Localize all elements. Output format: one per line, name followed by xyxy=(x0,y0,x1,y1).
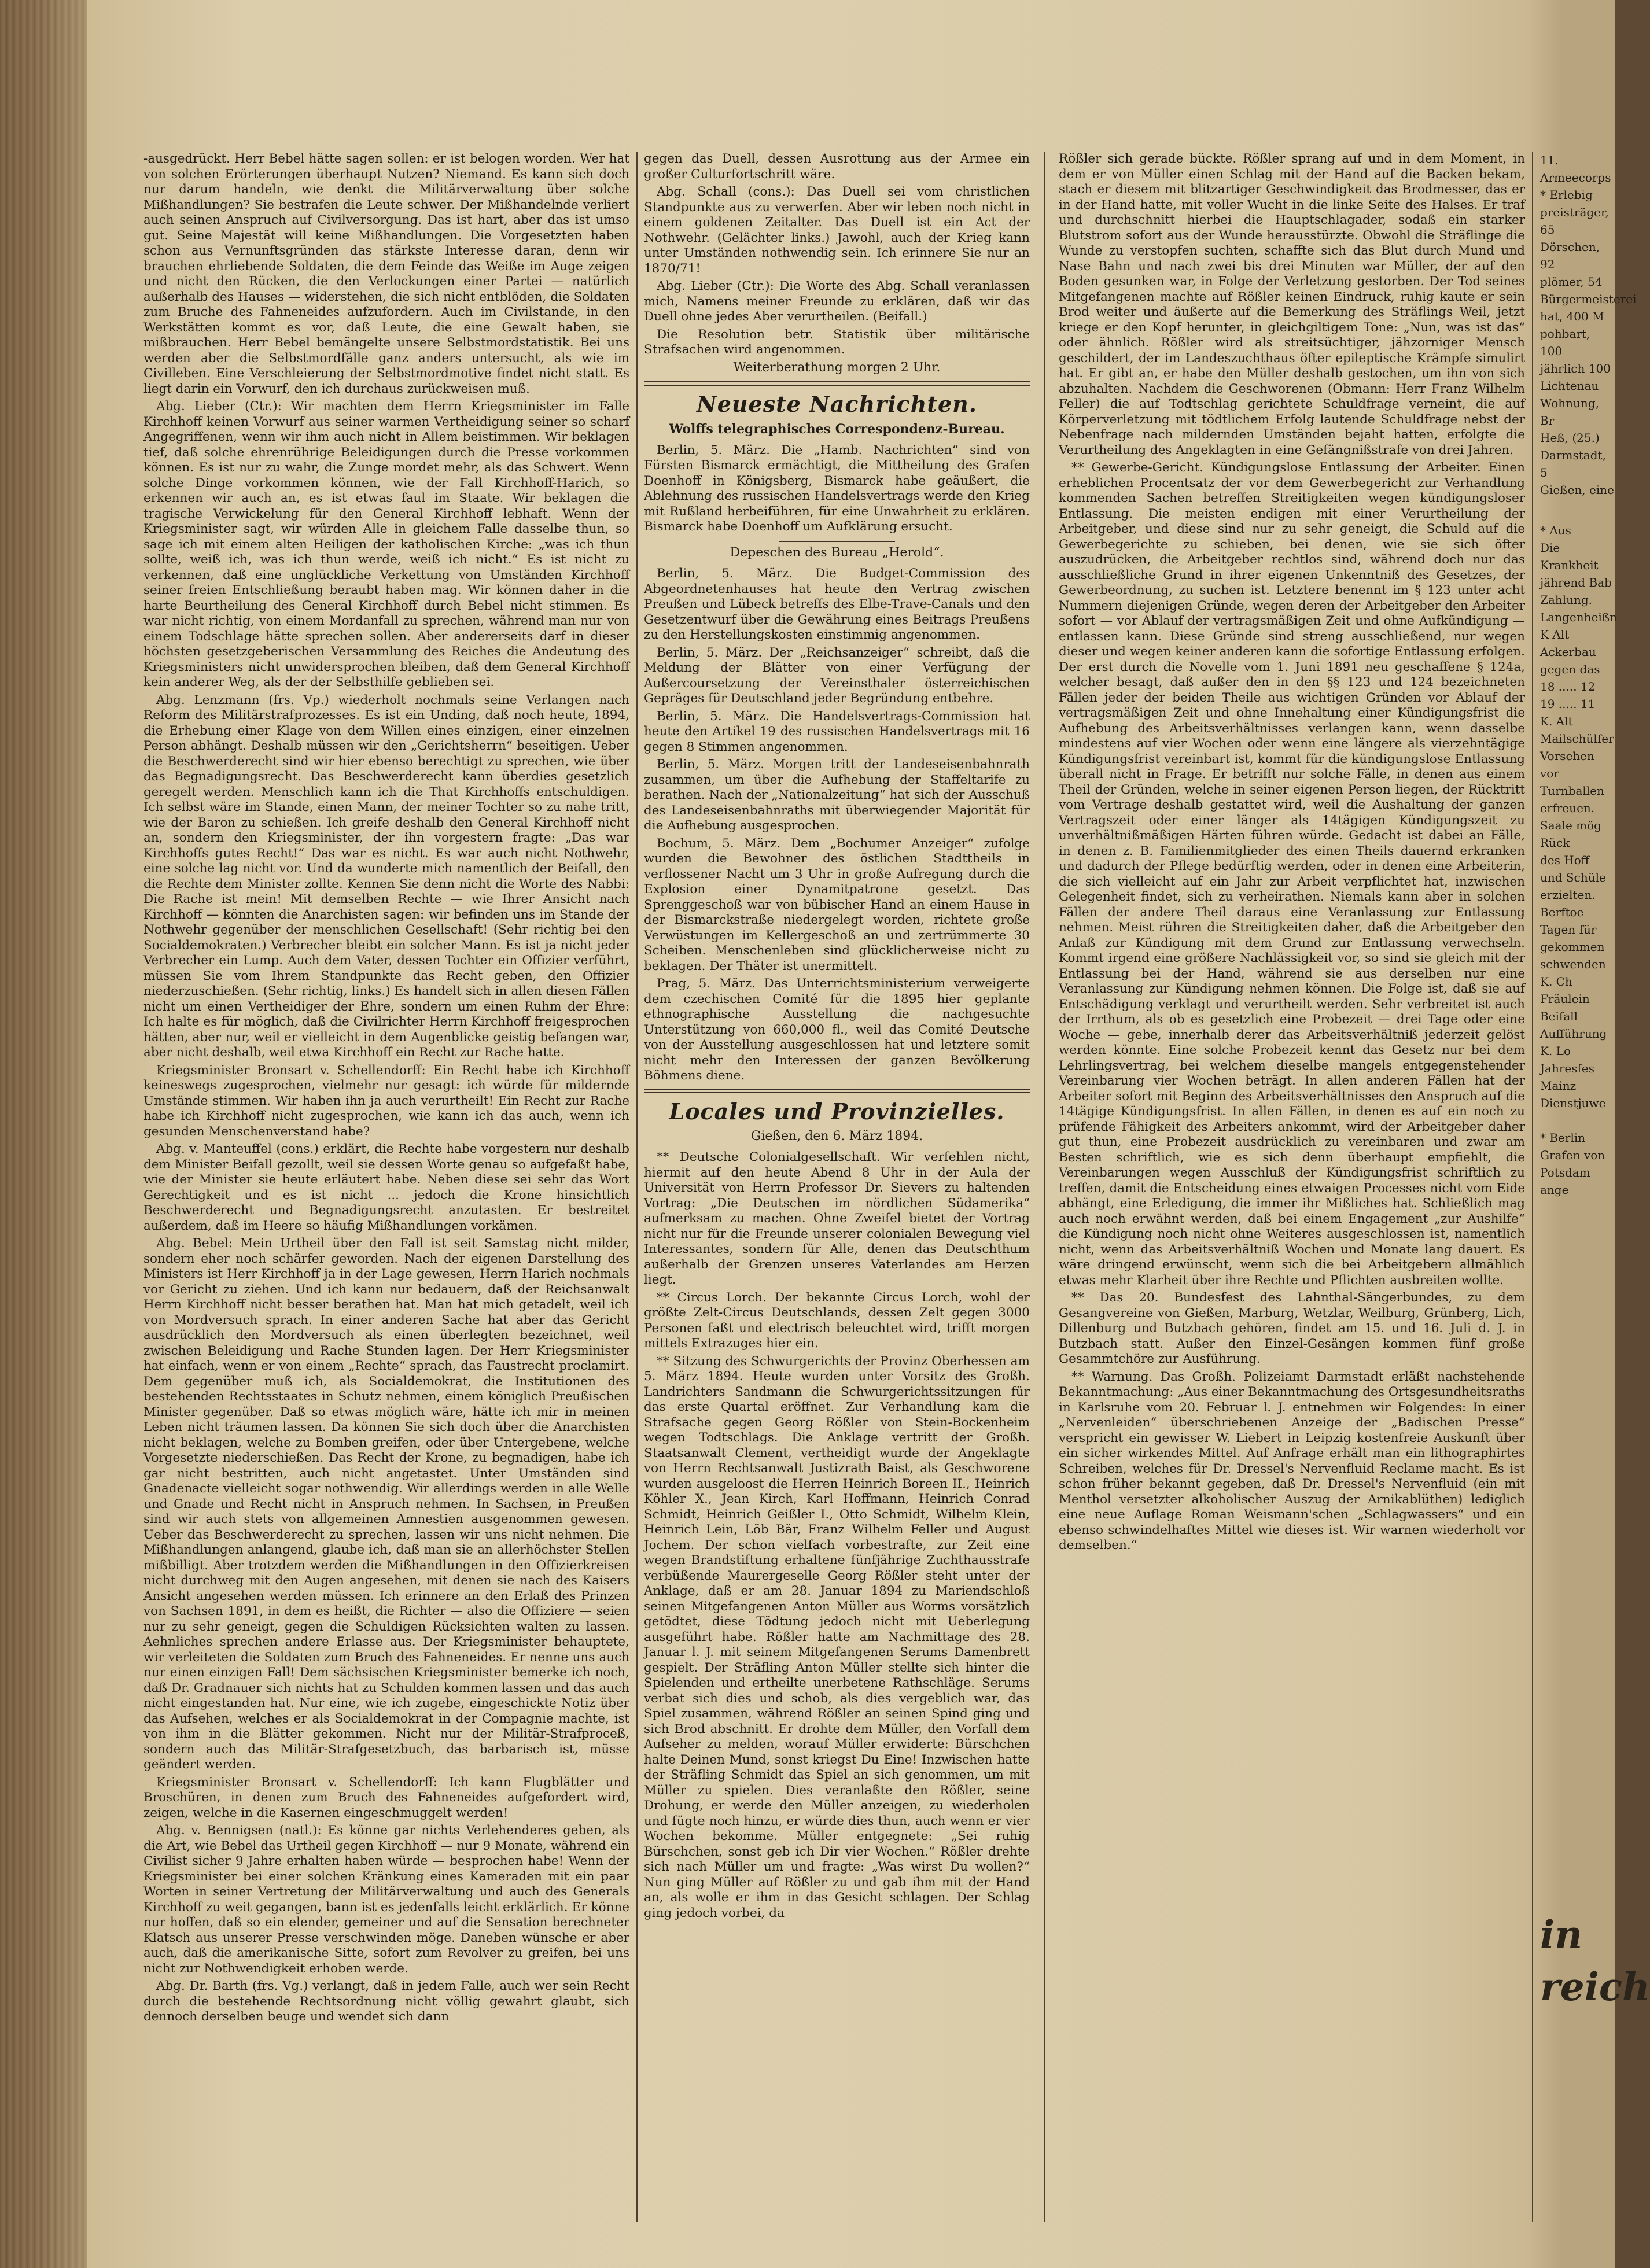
fragment-line: Berftoe xyxy=(1540,905,1584,919)
fragment-line: Aufführung xyxy=(1540,1027,1607,1041)
paragraph: Weiterberathung morgen 2 Uhr. xyxy=(733,360,941,375)
fragment-line: hat, 400 M xyxy=(1540,309,1604,323)
spacer xyxy=(1540,499,1615,522)
news-item: Bochum, 5. März. Dem „Bochumer Anzeiger“ zufolge wurden die Bewohner des östlichen Stadttheils in verflossener Nacht um 3 Uhr in große Aufregung durch die Explosion einer Dynamitpatrone gesetzt. Das Sprenggeschoß war von bübischer Hand an einem Hause in der Bismarckstraße niedergelegt worden, richtete große Verwüstungen im Kellergeschoß an und zertrümmerte 30 Scheiben. Menschenleben sind glücklicherweise nicht zu beklagen. Der Thäter ist unermittelt. xyxy=(644,836,1030,973)
paragraph: Abg. v. Manteuffel (cons.) erklärt, die Rechte habe vorgestern nur deshalb dem Minister Beifall gezollt, weil sie dessen Worte genau so aufgefaßt habe, wie der Minister sie heute erläutert habe. Neben diese sei sehr das Wort Gerechtigkeit und es ist nicht ... jedoch die Krone hinsichtlich Beschwerderecht und Begnadigungsrecht anzutasten. Er bestreitet außerdem, daß im Heere so häufig Mißhandlungen vorkämen. xyxy=(143,1142,629,1233)
paragraph: Abg. Bebel: Mein Urtheil über den Fall ist seit Samstag nicht milder, sondern eher noch schärfer geworden. Nach der eigenen Darstellung des Ministers ist Herr Kirchhoff ja in der Lage gewesen, Herrn Harich nochmals vor Gericht zu ziehen. Und ich kann nur bedauern, daß der Reichsanwalt Herrn Kirchhoff nicht besser berathen hat. Man hat mich getadelt, weil ich von Mordversuch sprach. In einer anderen Sache hat aber das Gericht ausdrücklich den Mordversuch als einen überlegten bezeichnet, weil zwischen Beleidigung und Rache Stunden lagen. Der Herr Kriegsminister hat einfach, wenn er von einem „Rechte“ sprach, das Faustrecht proclamirt. Dem gegenüber muß ich, als Socialdemokrat, die Institutionen des bestehenden Rechtsstaates in Schutz nehmen, einem königlich Preußischen Minister gegenüber. Daß so etwas möglich wäre, hätte ich mir in meinen Leben nicht träumen lassen. Da können Sie sich doch über die Anarchisten nicht beklagen, welche zu Bomben greifen, oder über Untergebene, welche Vorgesetzte niederschießen. Das Recht der Krone, zu begnadigen, habe ich gar nicht bestritten, auch nicht angetastet. Unter Umständen sind Gnadenacte vielleicht sogar nothwendig. Wir allerdings werden in alle Welle und Gnade und Recht nicht in Anspruch nehmen. In Sachsen, in Preußen sind wir auch stets von allgemeinen Amnestien ausgenommen gewesen. Ueber das Beschwerderecht zu sprechen, lassen wir uns nicht nehmen. Die Mißhandlungen anlangend, glaube ich, daß man sie an allerhöchster Stellen mißbilligt. Aber trotzdem werden die Mißhandlungen in den Offizierkreisen nicht durchweg mit den Augen angesehen, mit denen sie nach des Kaisers Ansicht angesehen werden müssen. Ich erinnere an den Erlaß des Prinzen von Sachsen 1891, in dem es heißt, die Richter — also die Offiziere — seien nur zu sehr geneigt, gegen die Schuldigen Rücksichten walten zu lassen. Aehnliches sprechen andere Erlasse aus. Der Kriegsminister behauptete, wir verleiteten die Soldaten zum Bruch des Fahneneides. Er nenne uns auch nur einen einzigen Fall! Dem sächsischen Kriegsminister bemerke ich noch, daß Dr. Gradnauer sich nichts hat zu Schulden kommen lassen und das auch nicht eingestanden hat. Nur eine, wie ich zugebe, eingeschickte Notiz über das Aufsehen, welches er als Socialdemokrat in der Compagnie machte, ist von ihm in die Blätter gekommen. Nicht nur der Militär-Strafproceß, sondern auch das Militär-Strafgesetzbuch, das barbarisch ist, müsse geändert werden. xyxy=(143,1236,629,1772)
fragment-line: und Schüle xyxy=(1540,871,1606,884)
fragment-line: Fräulein xyxy=(1540,992,1590,1006)
local-item: ** Sitzung des Schwurgerichts der Provinz Oberhessen am 5. März 1894. Heute wurden unter Vorsitz des Großh. Landrichters Sandmann die Schwurgerichtssitzungen für das erste Quartal eröffnet. Zur Verhandlung kam die Strafsache gegen Georg Rößler von Stein-Bockenheim wegen Todtschlags. Die Anklage vertritt der Großh. Staatsanwalt Clement, vertheidigt wurde der Angeklagte von Herrn Rechtsanwalt Justizrath Baist, als Geschworene wurden ausgeloost die Herren Heinrich Boreen II., Heinrich Köhler X., Jean Kirch, Karl Hoffmann, Heinrich Conrad Schmidt, Heinrich Geißler I., Otto Schmidt, Wilhelm Klein, Heinrich Lein, Löb Bär, Franz Wilhelm Feller und August Jochem. Der schon vielfach vorbestrafte, zur Zeit eine wegen Brandstiftung erhaltene fünfjährige Zuchthausstrafe verbüßende Maurergeselle Georg Rößler steht unter der Anklage, daß er am 28. Januar 1894 zu Mariendschloß seinen Mitgefangenen Anton Müller aus Worms vorsätzlich getödtet, diese Tödtung jedoch nicht mit Ueberlegung ausgeführt habe. Rößler hatte am Nachmittage des 28. Januar l. J. mit seinem Mitgefangenen Serums Damenbrett gespielt. Der Sträfling Anton Müller stellte sich hinter die Spielenden und ertheilte unerbetene Rathschläge. Serums verbat sich dies und schob, als dies vergeblich war, das Spiel zusammen, während Rößler an seinen Spind ging und sich Brod abschnitt. Er drohte dem Müller, den Vorfall dem Aufseher zu melden, worauf Müller erwiderte: Bürschchen halte Deinen Mund, sonst kriegst Du Eine! Inzwischen hatte der Sträfling Schmidt das Spiel an sich genommen, um mit Müller zu spielen. Dies veranlaßte den Rößler, seine Drohung, er werde den Müller anzeigen, zu wiederholen und fügte noch hinzu, er würde dies thun, auch wenn er vier Wochen bekomme. Müller entgegnete: „Sei ruhig Bürschchen, sonst geb ich Dir vier Wochen.“ Rößler drehte sich nach Müller um und fragte: „Was wirst Du wollen?“ Nun ging Müller auf Rößler zu und gab ihm mit der Hand an, als wolle er ihm in das Gesicht schlagen. Der Schlag ging jedoch vorbei, da xyxy=(644,1354,1030,1920)
fragment-line: Dienstjuwe xyxy=(1540,1096,1606,1110)
news-item: Berlin, 5. März. Der „Reichsanzeiger“ schreibt, daß die Meldung der Blätter von einer Verfügung der Außercoursetzung der Vereinsthaler österreichischen Gepräges für Deutschland jeder Begründung entbehre. xyxy=(644,645,1030,706)
fragment-line: Darmstadt, 5 xyxy=(1540,448,1606,480)
news-item: Berlin, 5. März. Die Budget-Commission des Abgeordnetenhauses hat heute den Vertrag zwischen Preußen und Lübeck betreffs des Elbe-Trave-Canals und den Gesetzentwurf über die Gewährung eines Beitrags Preußens zu den Herstellungskosten einstimmig angenommen. xyxy=(644,566,1030,642)
paragraph: ** Warnung. Das Großh. Polizeiamt Darmstadt erläßt nachstehende Bekanntmachung: „Aus einer Bekanntmachung des Ortsgesundheitsraths in Karlsruhe vom 20. Februar l. J. entnehmen wir Folgendes: In einer „Nervenleiden“ überschriebenen Anzeige der „Badischen Presse“ verspricht ein gewisser W. Liebert in Leipzig kostenfreie Auskunft über ein sicher wirkendes Mittel. Auf Anfrage erhält man ein lithographirtes Schreiben, welches für Dr. Dressel's Nervenfluid Reclame macht. Es ist schon früher bekannt gegeben, daß Dr. Dressel's Nervenfluid (ein mit Menthol versetzter alkoholischer Auszug der Arnikablüthen) lediglich eine neue Auflage Roman Weismann'schen „Schlagwassers“ und ein ebenso schwindelhaftes Mittel wie dieses ist. Wir warnen wiederholt vor demselben.“ xyxy=(1059,1369,1525,1552)
fragment-line: pohbart, 100 xyxy=(1540,327,1590,358)
paragraph: Die Resolution betr. Statistik über militärische Strafsachen wird angenommen. xyxy=(644,327,1030,357)
paragraph: Abg. Dr. Barth (frs. Vg.) verlangt, daß in jedem Falle, auch wer sein Recht durch die bestehende Rechtsordnung nicht völlig gewahrt glaubt, sich dennoch derselben beuge und wendet sich dann xyxy=(143,1979,629,2024)
fragment-line: erfreuen. xyxy=(1540,801,1595,815)
fragment-line: Gießen, eine xyxy=(1540,483,1614,497)
news-item: Prag, 5. März. Das Unterrichtsministerium verweigerte dem czechischen Comité für die 1895 hier geplante ethnographische Ausstellung die nachgesuchte Unterstützung von 660,000 fl., weil das Comité Deutsche von der Ausstellung ausgeschlossen hat und letztere somit nicht mehr den Interessen der ganzen Bevölkerung Böhmens diene. xyxy=(644,976,1030,1083)
subheading-wolff: Wolffs telegraphisches Correspondenz-Bureau. xyxy=(669,422,1005,437)
divider xyxy=(779,541,894,542)
column-divider xyxy=(636,152,638,2222)
subheading-herold: Depeschen des Bureau „Herold“. xyxy=(730,545,944,560)
fragment-line: schwenden xyxy=(1540,957,1606,971)
ad-fragment: in reich xyxy=(1540,1912,1650,2009)
paragraph: Abg. Lieber (Ctr.): Die Worte des Abg. Schall veranlassen mich, Namens meiner Freunde zu erklären, daß wir das Duell ohne jedes Aber verurtheilen. (Beifall.) xyxy=(644,279,1030,324)
fragment-line: Mailschülfer xyxy=(1540,732,1614,746)
column-3 xyxy=(1059,152,1525,2234)
paragraph: ** Gewerbe-Gericht. Kündigungslose Entlassung der Arbeiter. Einen erheblichen Procentsatz der vor dem Gewerbegericht zur Verhandlung kommenden Sachen betreffen Streitigkeiten wegen kündigungsloser Entlassung. Die meisten endigen mit einer Verurtheilung der Arbeitgeber, und diese sind nur zu sehr geneigt, die Schuld auf die Gewerbegerichte zu schieben, bei denen, wie sie sich öfter auszudrücken, die Arbeitgeber rechtlos sind, während doch nur das ausschließliche Grund in ihrer eigenen Unkenntniß des Gesetzes, der Gewerbeordnung, zu suchen ist. Letztere benennt im § 123 unter acht Nummern diejenigen Gründe, wegen deren der Arbeitgeber den Arbeiter sofort — vor Ablauf der vertragsmäßigen Zeit und ohne Aufkündigung — entlassen kann. Diese Gründe sind streng ausschließend, nur wegen dieser und wegen keiner anderen kann die sofortige Entlassung erfolgen. Der erst durch die Novelle vom 1. Juni 1891 neu geschaffene § 124a, welcher besagt, daß außer den in den §§ 123 und 124 bezeichneten Fällen jeder der beiden Theile aus wichtigen Gründen vor Ablauf der vertragsmäßigen Zeit und ohne Innehaltung einer Kündigungsfrist die Aufhebung des Arbeitsverhältnisses verlangen kann, wenn dasselbe mindestens auf vier Wochen oder wenn eine längere als vierzehntägige Kündigungsfrist vereinbart ist, kommt für die kündigungslose Entlassung überall nicht in Frage. Er betrifft nur solche Fälle, in denen aus einem Theil der Gründen, welche in seiner eigenen Person liegen, der Rücktritt vom Vertrage deshalb gestattet wird, weil die Aushaltung der ganzen Vertragszeit oder einer länger als 14tägigen Kündigungszeit zu unverhältnißmäßigen Härten führen würde. Gedacht ist dabei an Fälle, in denen z. B. Familienmitglieder des einen Theils dauernd erkranken und dadurch der Pflege bedürftig werden, oder in denen eine Arbeiterin, die sich vielleicht auf ein Jahr zur Arbeit verpflichtet hat, inzwischen Gelegenheit findet, sich zu verheirathen. Niemals kann aber in solchen Fällen der andere Theil daraus eine Veranlassung zur Entlassung nehmen. Meist rühren die Streitigkeiten daher, daß die Arbeitgeber den Anlaß zur Kündigung mit dem Grund zur Entlassung verwechseln. Kommt irgend eine größere Nachlässigkeit vor, so sind sie gleich mit der Entlassung bei der Hand, während sie aus derselben nur eine Veranlassung zur Kündigung nehmen können. Die Folge ist, daß sie auf Entschädigung verklagt und verurtheilt werden. Sehr verbreitet ist auch der Irrthum, als ob es gesetzlich eine Probezeit — drei Tage oder eine Woche — gebe, innerhalb derer das Arbeitsverhältniß jederzeit gelöst werden könnte. Eine solche Probezeit kennt das Gesetz nur bei dem Lehrlingsvertrag, bei welchem dieselbe mangels entgegenstehender Vereinbarung vier Wochen beträgt. In allen anderen Fällen hat der Arbeiter sofort mit Beginn des Arbeitsverhältnisses den Anspruch auf die 14tägige Kündigungsfrist. In allen Fällen, in denen es auf ein noch zu prüfende Fähigkeit des Arbeiters ankommt, wird der Arbeitgeber daher gut thun, eine Probezeit ausdrücklich zu vereinbaren und zwar am Besten schriftlich, wie es sich denn überhaupt empfiehlt, die Vereinbarungen wegen Ausschluß der Kündigungsfrist schriftlich zu treffen, damit die Entscheidung eines etwaigen Processes nicht vom Eide abhängt, eine Erledigung, die immer ihr Mißliches hat. Schließlich mag auch noch erwähnt werden, daß bei einem Engagement „zur Aushilfe“ die Kündigung noch nicht ohne Weiteres ausgeschlossen ist, namentlich nicht, wenn das Arbeitsverhältniß Wochen und Monate lang dauert. Es wäre dringend erwünscht, wenn sich die bei Arbeitgebern allmählich etwas mehr Klarheit über ihre Rechte und Pflichten ausbreiten wollte. xyxy=(1059,460,1525,1288)
section-heading-locales: Locales und Provinzielles. xyxy=(669,1098,1005,1124)
local-item: ** Deutsche Colonialgesellschaft. Wir verfehlen nicht, hiermit auf den heute Abend 8 Uhr in der Aula der Universität von Herrn Professor Dr. Sievers zu haltenden Vortrag: „Die Deutschen im nördlichen Südamerika“ aufmerksam zu machen. Ohne Zweifel bietet der Vortrag nicht nur für die Freunde unserer colonialen Bewegung viel Interessantes, sondern für Alle, denen das Deutschthum außerhalb der Grenzen unseres Vaterlandes am Herzen liegt. xyxy=(644,1150,1030,1287)
fragment-line: Beifall xyxy=(1540,1009,1578,1023)
section-rule xyxy=(644,381,1030,386)
fragment-line: * Aus xyxy=(1540,523,1571,537)
fragment-line: Bürgermeisterei xyxy=(1540,292,1637,306)
column-2 xyxy=(644,152,1030,2234)
news-item: Berlin, 5. März. Morgen tritt der Landeseisenbahnrath zusammen, um über die Aufhebung der Staffeltarife zu berathen. Nach der „Nationalzeitung“ hat sich der Ausschuß des Landeseisenbahnraths mit überwiegender Majorität für die Aufhebung ausgesprochen. xyxy=(644,757,1030,833)
column-1 xyxy=(143,152,629,2234)
fragment-line: Grafen von xyxy=(1540,1148,1605,1162)
fragment-line: Langenheißn xyxy=(1540,610,1617,624)
section-heading-neueste: Neueste Nachrichten. xyxy=(697,391,977,417)
fragment-line: * Erlebig xyxy=(1540,188,1593,202)
paragraph: -ausgedrückt. Herr Bebel hätte sagen sollen: er ist belogen worden. Wer hat von solchen Erörterungen überhaupt Nutzen? Niemand. Es kann sich doch nur darum handeln, wie denkt die Militärverwaltung über solche Mißhandlungen? Sie bestrafen die Leute schwer. Der Mißhandelnde verliert auch seinen Anspruch auf Civilversorgung. Das ist hart, aber das ist umso gut. Seine Majestät will keine Mißhandlungen. Die Vorgesetzten haben schon aus Vernunftsgründen das stärkste Interesse daran, denn wir brauchen ehrliebende Soldaten, die dem Feinde das Weiße im Auge zeigen und nicht den Rücken, die den Verlockungen einer Partei — natürlich außerhalb des Hauses — widerstehen, die sich nicht entblöden, die Soldaten zum Bruche des Fahneneides aufzufordern. Auch im Civilstande, in den Werkstätten kommt es vor, daß Leute, die eine Gewalt haben, sie mißbrauchen. Herr Bebel bemängelte unsere Selbstmordstatistik. Bei uns werden aber die Selbstmordfälle ganz anders untersucht, als wie im Civilleben. Eine Verschleierung der Selbstmordmotive findet nicht statt. Es liegt darin ein Vorwurf, den ich durchaus zurückweisen muß. xyxy=(143,152,629,396)
fragment-line: erzielten. xyxy=(1540,888,1596,902)
paragraph: Abg. Lieber (Ctr.): Wir machten dem Herrn Kriegsminister im Falle Kirchhoff keinen Vorwurf aus seiner warmen Vertheidigung seiner so scharf Angegriffenen, wenn wir ihm auch nicht in Allem beistimmen. Wir beklagen tief, daß solche ehrenrührige Beleidigungen durch die Presse vorkommen können. Es ist nur zu wahr, die Zunge mordet mehr, als das Schwert. Wenn solche Dinge vorkommen können, wie der Fall Kirchhoff-Harich, so erkennen wir auch an, es ist etwas faul im Staate. Wir beklagen die tragische Verwickelung für den General Kirchhoff lebhaft. Wenn der Kriegsminister sagt, wir würden Alle in gleichem Falle dasselbe thun, so sage ich mit einem alten Heiligen der katholischen Kirche: „was ich thun sollte, weiß ich, was ich thun werde, weiß ich nicht.“ Es ist nicht zu verkennen, daß eine unglückliche Verkettung von Umständen Kirchhoff seiner freien Entschließung beraubt haben mag. Wir können daher in die harte Beurtheilung des General Kirchhoff durch Bebel nicht stimmen. Es war nicht richtig, von einem Mordanfall zu sprechen, während man nur von einem Todschlage hätte sprechen sollen. Aber andererseits darf in dieser höchsten gesetzgeberischen Versammlung des Reiches die Andeutung des Kriegsministers nicht unwidersprochen bleiben, daß dem General Kirchhoff kein anderer Weg, als der der Selbsthilfe geblieben sei. xyxy=(143,399,629,689)
book-spine xyxy=(0,0,87,2268)
fragment-line: * Berlin xyxy=(1540,1131,1586,1145)
news-item: Berlin, 5. März. Die „Hamb. Nachrichten“ sind von Fürsten Bismarck ermächtigt, die Mittheilung des Grafen Doenhoff in Königsberg, Bismarck habe geäußert, die Ablehnung des russischen Handelsvertrags werde den Krieg mit Rußland herbeiführen, für eine Unwahrheit zu erklären. Bismarck habe Doenhoff um Aufklärung ersucht. xyxy=(644,442,1030,534)
fragment-line: Saale mög xyxy=(1540,818,1601,832)
paragraph: ** Das 20. Bundesfest des Lahnthal-Sängerbundes, zu dem Gesangvereine von Gießen, Marburg, Wetzlar, Weilburg, Grünberg, Lich, Dillenburg und Butzbach gehören, findet am 15. und 16. Juli d. J. in Butzbach statt. Außer den Einzel-Gesängen kommen fünf große Gesammtchöre zur Ausführung. xyxy=(1059,1290,1525,1366)
fragment-line: Turnballen xyxy=(1540,784,1604,798)
fragment-line: gekommen xyxy=(1540,940,1605,954)
fragment-line: Tagen für xyxy=(1540,923,1597,936)
fragment-line: K. Ch xyxy=(1540,975,1572,989)
fragment-line: Rück xyxy=(1540,836,1570,850)
fragment-line: Dörschen, 92 xyxy=(1540,240,1600,271)
fragment-line: K. Lo xyxy=(1540,1044,1571,1058)
spacer xyxy=(1540,1112,1615,1129)
fragment-line: jährlich 100 xyxy=(1540,362,1611,375)
column-divider xyxy=(1532,152,1533,2222)
fragment-line: Lichtenau xyxy=(1540,379,1599,393)
fragment-line: preisträger, 65 xyxy=(1540,205,1609,237)
fragment-line: plömer, 54 xyxy=(1540,275,1603,289)
paragraph: Rößler sich gerade bückte. Rößler sprang auf und in dem Moment, in dem er von Müller einen Schlag mit der Hand auf die Backen bekam, stach er diesem mit blitzartiger Geschwindigkeit das Brodmesser, das er in der Hand hatte, mit voller Wucht in die linke Seite des Halses. Er traf und durchschnitt hierbei die Hauptschlagader, sodaß ein starker Blutstrom sofort aus der Wunde herausstürzte. Obwohl die Sträflinge die Wunde zu verstopfen suchten, schaffte sich das Blut durch Mund und Nase Bahn und nach zwei bis drei Minuten war Müller, der auf den Boden gesunken war, in Folge der Verletzung gestorben. Der Tod seines Mitgefangenen machte auf Rößler keinen Eindruck, ruhig kaute er sein Brod weiter und äußerte auf die Bemerkung des Sträflings Weil, jetzt kriege er den Kopf herunter, in gleichgiltigem Tone: „Nun, was ist das“ oder ähnlich. Rößler wird als streitsüchtiger, jähzorniger Mensch geschildert, der im Landeszuchthaus öfter epileptische Krämpfe simulirt hat. Er gibt an, er habe den Müller deshalb gestochen, um ihn von sich abzuhalten. Nachdem die Geschworenen (Obmann: Herr Franz Wilhelm Feller) die auf Todtschlag gerichtete Schuldfrage verneint, die auf Körperverletzung mit tödtlichem Erfolg lautende Schuldfrage nebst der Nebenfrage nach mildernden Umständen bejaht hatten, erfolgte die Verurtheilung des Angeklagten in eine Gefängnißstrafe von drei Jahren. xyxy=(1059,152,1525,458)
fragment-line: jährend Bab xyxy=(1540,576,1612,589)
fragment-line: K Alt xyxy=(1540,628,1570,641)
fragment-line: Jahresfes xyxy=(1540,1061,1594,1075)
fragment-line: Wohnung, Br xyxy=(1540,396,1599,427)
column-divider xyxy=(1044,152,1045,2222)
fragment-line: des Hoff xyxy=(1540,853,1589,867)
fragment-line: Zahlung. xyxy=(1540,593,1593,607)
paragraph: Kriegsminister Bronsart v. Schellendorff: Ein Recht habe ich Kirchhoff keineswegs zugesprochen, vielmehr nur gesagt: ich würde für mildernde Umstände stimmen. Wir haben ihn ja auch verurtheilt! Ein Recht zur Rache habe ich Kirchhoff nicht zugesprochen, wie kann ich das auch, wenn ich gesunden Menschenverstand habe? xyxy=(143,1063,629,1139)
paragraph: Kriegsminister Bronsart v. Schellendorff: Ich kann Flugblätter und Broschüren, in denen zum Bruch des Fahneneides aufgefordert wird, zeigen, welche in die Kasernen eingeschmuggelt werden! xyxy=(143,1775,629,1820)
paragraph: Abg. Lenzmann (frs. Vp.) wiederholt nochmals seine Verlangen nach Reform des Militärstrafprozesses. Es ist ein Unding, daß noch heute, 1894, die Erhebung einer Klage von dem Willen eines einzigen, einer einzelnen Person abhängt. Deshalb müssen wir den „Gerichtsherrn“ beseitigen. Ueber die Beschwerderecht sind wir hier ebenso berechtigt zu sprechen, wie über das Begnadigungsrecht. Das Beschwerderecht kann überdies gesetzlich geregelt werden. Menschlich kann ich die That Kirchhoffs entschuldigen. Ich selbst wäre im Stande, einen Mann, der meiner Tochter so zu nahe tritt, wie der Baron zu schießen. Ich greife deshalb den General Kirchhoff nicht an, sondern den Kriegsminister, der ihn vorgestern fragte: „Das war Kirchhoffs gutes Recht!“ Das war es nicht. Es war auch nicht Nothwehr, eine solche lag nicht vor. Und da wunderte mich namentlich der Beifall, den die Rechte dem Minister zollte. Kennen Sie denn nicht die Worte des Nabbi: Die Rache ist mein! Mit demselben Rechte — wie Ihrer Ansicht nach Kirchhoff — könnten die Anarchisten sagen: wir befinden uns im Stande der Nothwehr gegenüber der menschlichen Gesellschaft! (Sehr richtig bei den Socialdemokraten.) Verbrecher bleibt ein solcher Mann. Es ist ja nicht jeder Verbrecher ein Lump. Auch dem Vater, dessen Tochter ein Offizier verführt, müssen Sie vom Ihrem Standpunkte das Recht geben, den Offizier niederzuschießen. (Sehr richtig, links.) Es handelt sich in allen diesen Fällen nicht um einen Vertheidiger der Ehre, sondern um einen Ruhm der Ehre: Ich halte es für möglich, daß die Civilrichter Herrn Kirchhoff freigesprochen hätten, aber nur, weil er vielleicht in dem Augenblicke geistig befangen war, aber nicht deshalb, weil etwa Kirchhoff ein Recht zur Rache hatte. xyxy=(143,692,629,1060)
fragment-line: 18 ..... 12 xyxy=(1540,680,1596,694)
fragment-line: Mainz xyxy=(1540,1079,1577,1093)
fragment-line: Heß, (25.) xyxy=(1540,431,1600,445)
fragment-line: Vorsehen vor xyxy=(1540,749,1594,780)
paragraph: Abg. Schall (cons.): Das Duell sei vom christlichen Standpunkte aus zu verwerfen. Aber wir leben noch nicht in einem goldenen Zeitalter. Das Duell ist ein Act der Nothwehr. (Gelächter links.) Jawohl, auch der Krieg kann unter Umständen nothwendig sein. Ich erinnere Sie nur an 1870/71! xyxy=(644,185,1030,276)
paragraph: Abg. v. Bennigsen (natl.): Es könne gar nichts Verlehenderes geben, als die Art, wie Bebel das Urtheil gegen Kirchhoff — nur 9 Monate, während ein Civilist sicher 9 Jahre erhalten haben würde — besprochen habe! Wenn der Kriegsminister bei einer solchen Kränkung eines Kameraden mit ein paar Worten in seiner Vertretung der Militärverwaltung und auch des Generals Kirchhoff zu weit gegangen, bann ist es jedenfalls leicht erklärlich. Er könne nur hoffen, daß so ein elender, gemeiner und auf die Sensation berechneter Klatsch aus unserer Presse verschwinden möge. Daneben wünsche er aber auch, daß die amerikanische Sitte, sofort zum Revolver zu greifen, bei uns nicht zur Nothwendigkeit erhoben werde. xyxy=(143,1823,629,1976)
local-item: ** Circus Lorch. Der bekannte Circus Lorch, wohl der größte Zelt-Circus Deutschlands, dessen Zelt gegen 3000 Personen faßt und electrisch beleuchtet wird, trifft morgen mittels Extrazuges hier ein. xyxy=(644,1290,1030,1351)
fragment-line: Ackerbau xyxy=(1540,645,1596,659)
fragment-line: gegen das xyxy=(1540,662,1600,676)
paragraph: gegen das Duell, dessen Ausrottung aus der Armee ein großer Culturfortschritt wäre. xyxy=(644,152,1030,182)
fragment-line: Potsdam ange xyxy=(1540,1166,1590,1197)
fragment-line: 19 ..... 11 xyxy=(1540,697,1596,711)
fragment-line: 11. Armeecorps xyxy=(1540,153,1611,185)
fragment-line: Die Krankheit xyxy=(1540,541,1599,572)
section-rule xyxy=(644,1089,1030,1093)
news-item: Berlin, 5. März. Die Handelsvertrags-Commission hat heute den Artikel 19 des russischen Handelsvertrags mit 16 gegen 8 Stimmen angenommen. xyxy=(644,709,1030,754)
fragment-line: K. Alt xyxy=(1540,714,1573,728)
dateline: Gießen, den 6. März 1894. xyxy=(750,1129,923,1144)
